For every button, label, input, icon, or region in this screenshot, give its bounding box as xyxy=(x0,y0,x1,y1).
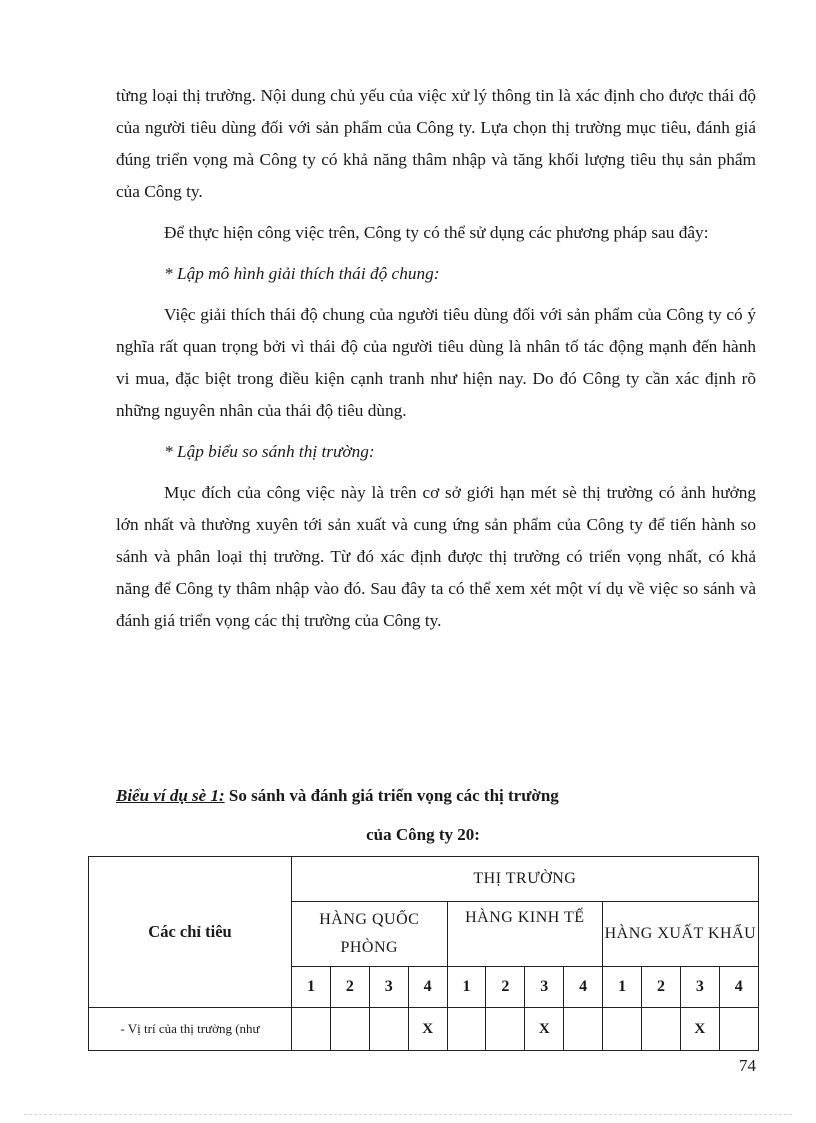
page-bottom-border xyxy=(24,1114,792,1115)
paragraph-attitude-explanation: Việc giải thích thái độ chung của người tiêu dùng đối với sản phẩm của Công ty có ý nghĩa rất quan trọng bởi vì thái độ của người tiêu dùng là nhân tố tác động mạnh đến hành vi mua, đặc biệt trong điều kiện cạnh tranh như hiện nay. Do đó Công ty cần xác định rõ những nguyên nhân của thái độ tiêu dùng. xyxy=(116,305,756,420)
group-economic-goods: HÀNG KINH TẾ xyxy=(447,902,603,967)
score-cell: 4 xyxy=(408,967,447,1008)
mark-cell xyxy=(330,1008,369,1051)
table-caption xyxy=(116,780,756,812)
mark-cell xyxy=(447,1008,486,1051)
page-number: 74 xyxy=(739,1056,756,1075)
mark-cell xyxy=(642,1008,681,1051)
mark-cell: X xyxy=(408,1008,447,1051)
score-cell: 2 xyxy=(486,967,525,1008)
document-body xyxy=(116,80,756,637)
caption-colon: : xyxy=(218,786,225,805)
market-comparison-table xyxy=(88,856,759,1051)
mark-cell xyxy=(292,1008,331,1051)
score-cell: 4 xyxy=(719,967,758,1008)
score-cell: 1 xyxy=(603,967,642,1008)
mark-cell xyxy=(564,1008,603,1051)
score-cell: 3 xyxy=(369,967,408,1008)
caption-text: So sánh và đánh giá triển vọng các thị trường xyxy=(224,786,559,805)
paragraph-methods-intro: Để thực hiện công việc trên, Công ty có thể sử dụng các phương pháp sau đây: xyxy=(164,223,709,242)
market-header: THỊ TRƯỜNG xyxy=(292,857,759,902)
paragraph-comparison-purpose: Mục đích của công việc này là trên cơ sở giới hạn mét sè thị trường có ảnh hưởng lớn nhất và thường xuyên tới sản xuất và cung ứng sản phẩm của Công ty để tiến hành so sánh và phân loại thị trường. Từ đó xác định được thị trường có triển vọng nhất, có khả năng để Công ty thâm nhập vào đó. Sau đây ta có thể xem xét một ví dụ về việc so sánh và đánh giá triển vọng các thị trường của Công ty. xyxy=(116,483,756,630)
table-row xyxy=(89,1008,759,1051)
heading-market-comparison: * Lập biểu so sánh thị trường: xyxy=(164,442,375,461)
mark-cell: X xyxy=(525,1008,564,1051)
criteria-header: Các chỉ tiêu xyxy=(89,857,292,1008)
paragraph-market-info: từng loại thị trường. Nội dung chủ yếu của việc xử lý thông tin là xác định cho được thái độ của người tiêu dùng đối với sản phẩm của Công ty. Lựa chọn thị trường mục tiêu, đánh giá đúng triển vọng mà Công ty có khả năng thâm nhập và tăng khối lượng tiêu thụ sản phẩm của Công ty. xyxy=(116,86,756,201)
mark-cell xyxy=(486,1008,525,1051)
mark-cell xyxy=(369,1008,408,1051)
group-defense-goods: HÀNG QUỐC PHÒNG xyxy=(292,902,448,967)
caption-line-2: của Công ty 20: xyxy=(366,825,480,844)
score-cell: 3 xyxy=(680,967,719,1008)
mark-cell: X xyxy=(680,1008,719,1051)
score-cell: 1 xyxy=(447,967,486,1008)
caption-label: Biểu ví dụ sè 1 xyxy=(116,786,219,805)
score-cell: 1 xyxy=(292,967,331,1008)
mark-cell xyxy=(603,1008,642,1051)
score-cell: 3 xyxy=(525,967,564,1008)
group-export-goods: HÀNG XUẤT KHẨU xyxy=(603,902,759,967)
heading-attitude-model: * Lập mô hình giải thích thái độ chung: xyxy=(164,264,440,283)
row-label-market-position: - Vị trí của thị trường (như xyxy=(89,1008,292,1051)
score-cell: 2 xyxy=(330,967,369,1008)
mark-cell xyxy=(719,1008,758,1051)
score-cell: 2 xyxy=(642,967,681,1008)
score-cell: 4 xyxy=(564,967,603,1008)
